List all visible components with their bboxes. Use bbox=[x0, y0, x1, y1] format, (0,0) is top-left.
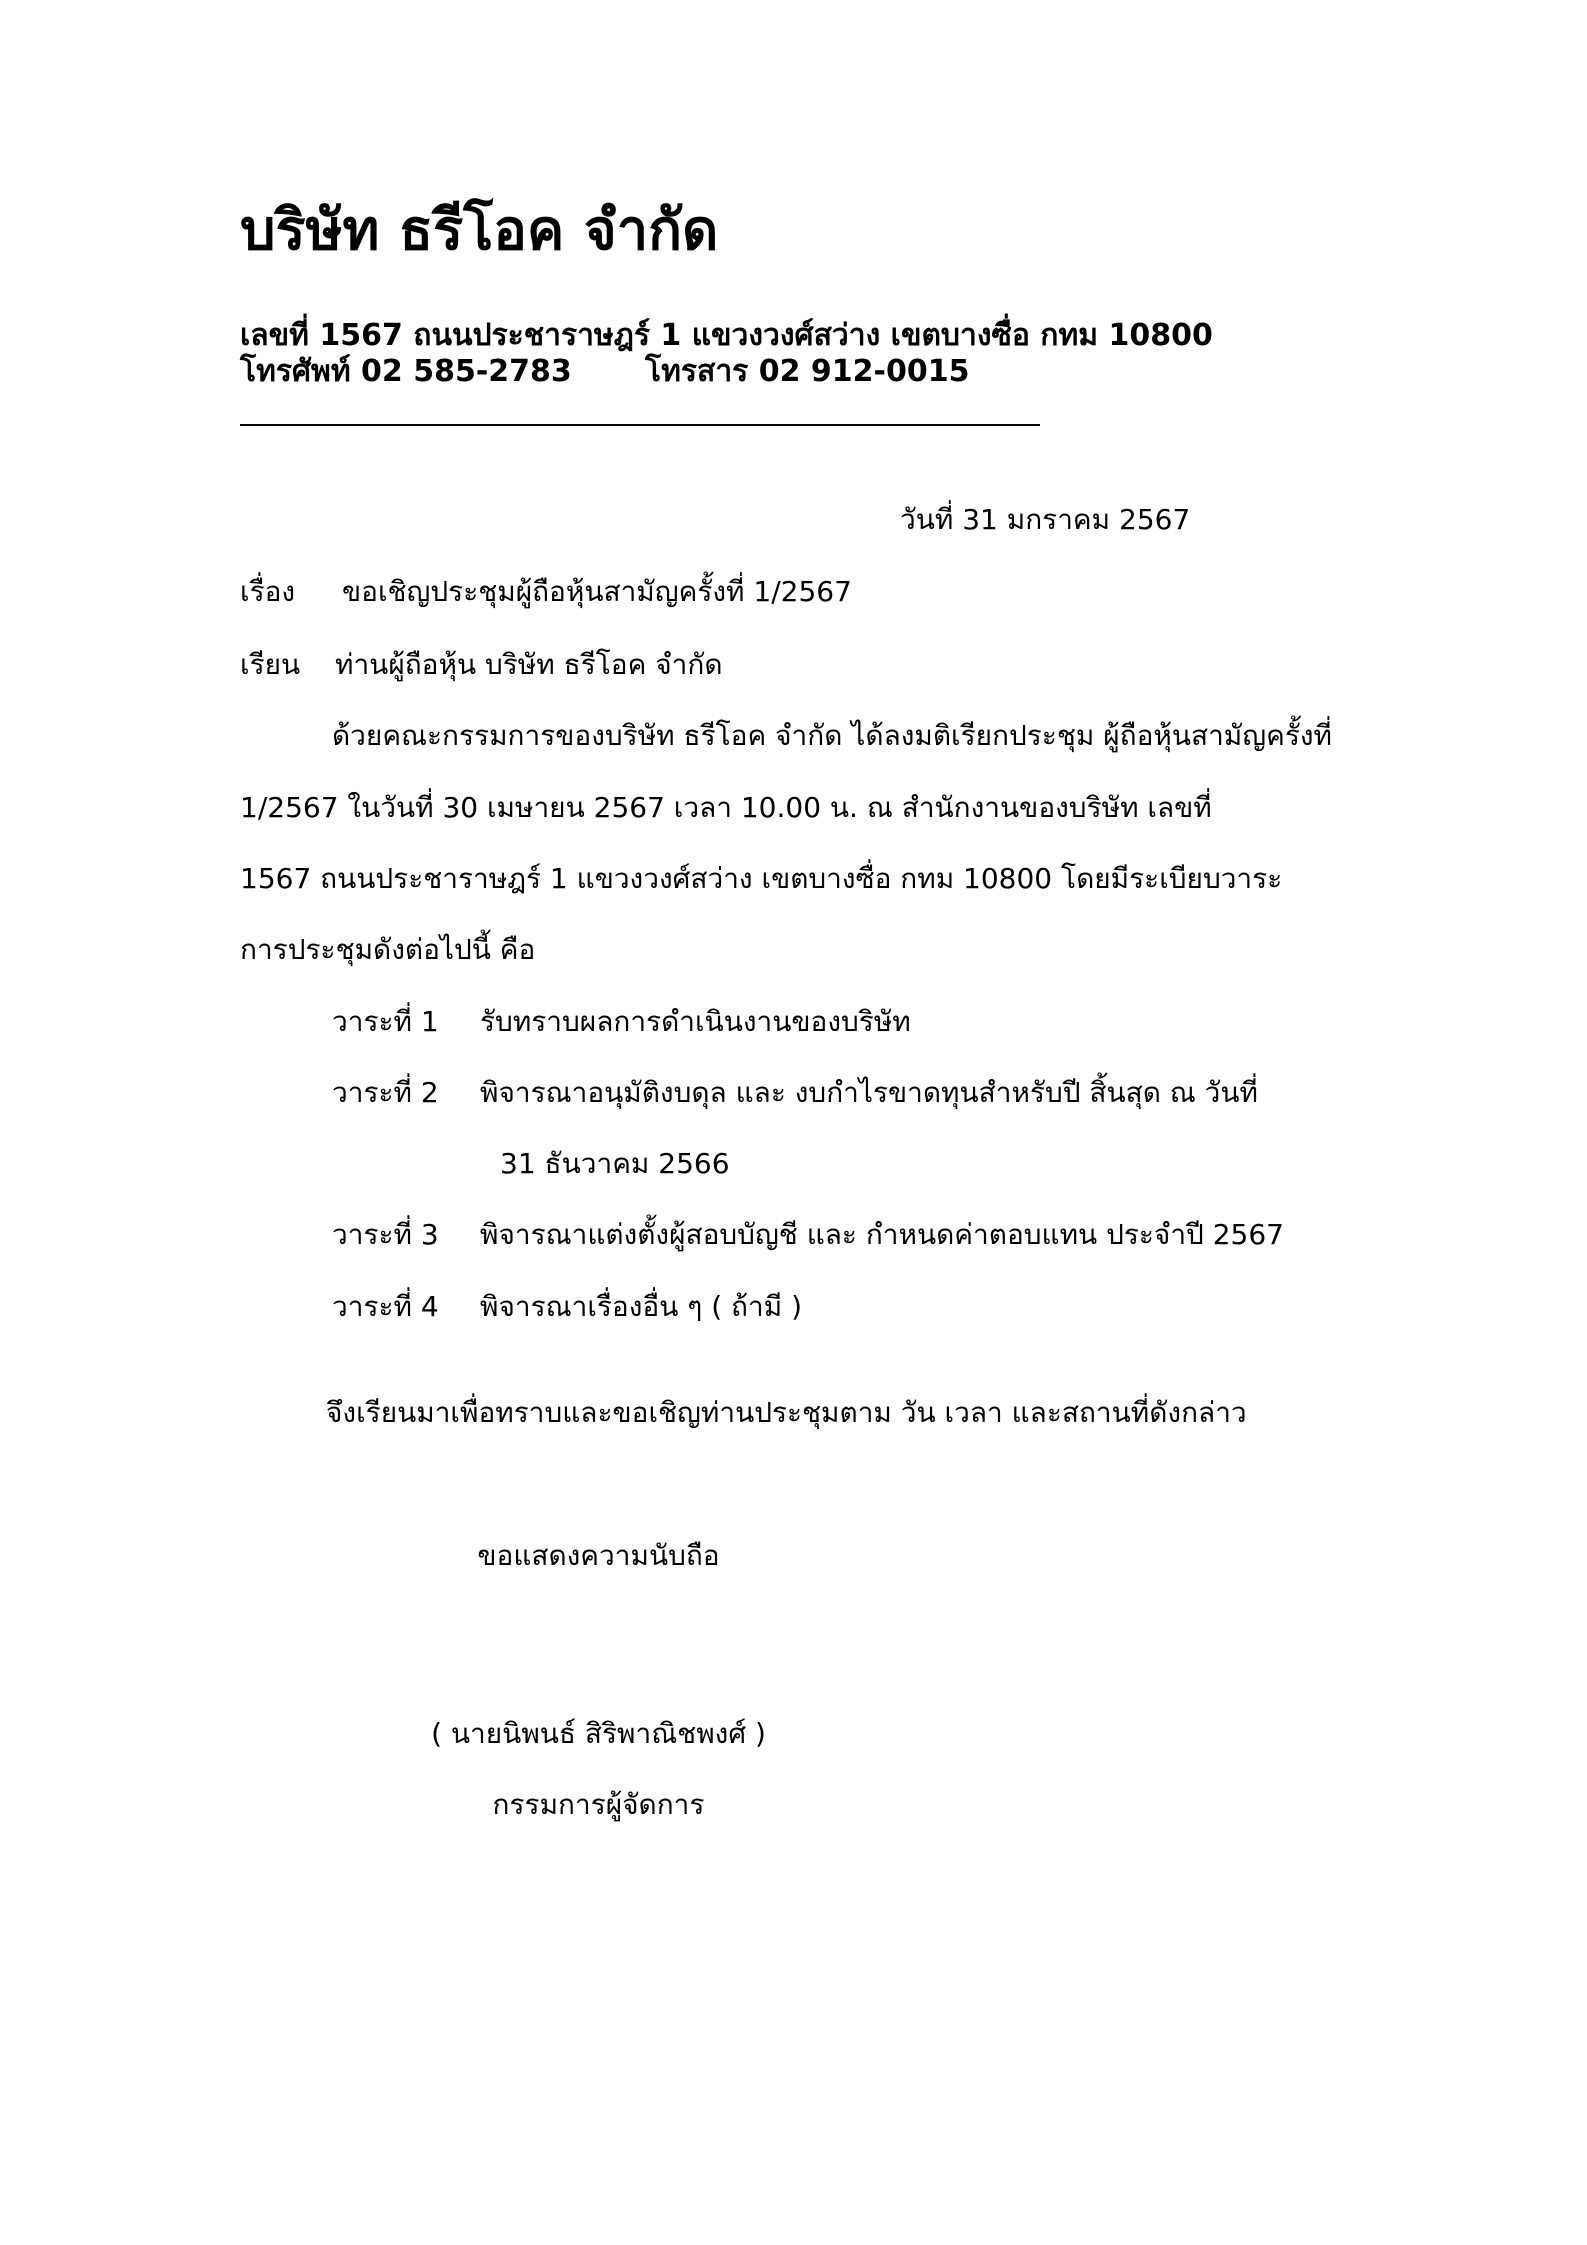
company-phone: โทรศัพท์ 02 585-2783 bbox=[240, 354, 572, 389]
recipient-text: ท่านผู้ถือหุ้น บริษัท ธรีโอค จำกัด bbox=[335, 648, 723, 681]
company-name: บริษัท ธรีโอค จำกัด bbox=[240, 198, 719, 263]
body-line: 1/2567 ในวันที่ 30 เมษายน 2567 เวลา 10.00 น. ณ สำนักงานของบริษัท เลขที่ bbox=[240, 791, 1212, 824]
agenda-label: วาระที่ 1 bbox=[332, 1005, 439, 1038]
closing-sentence: จึงเรียนมาเพื่อทราบและขอเชิญท่านประชุมตาม วัน เวลา และสถานที่ดังกล่าว bbox=[326, 1396, 1247, 1429]
agenda-text: พิจารณาอนุมัติงบดุล และ งบกำไรขาดทุนสำหรับปี สิ้นสุด ณ วันที่ bbox=[480, 1076, 1258, 1109]
letter-date: วันที่ 31 มกราคม 2567 bbox=[900, 503, 1191, 536]
agenda-continuation: 31 ธันวาคม 2566 bbox=[500, 1147, 730, 1180]
agenda-label: วาระที่ 3 bbox=[332, 1218, 439, 1251]
agenda-text: รับทราบผลการดำเนินงานของบริษัท bbox=[480, 1005, 911, 1038]
agenda-text: พิจารณาแต่งตั้งผู้สอบบัญชี และ กำหนดค่าตอบแทน ประจำปี 2567 bbox=[480, 1218, 1284, 1251]
body-line: 1567 ถนนประชาราษฎร์ 1 แขวงวงศ์สว่าง เขตบางซื่อ กทม 10800 โดยมีระเบียบวาระ bbox=[240, 862, 1283, 895]
agenda-text: พิจารณาเรื่องอื่น ๆ ( ถ้ามี ) bbox=[480, 1290, 802, 1323]
regards: ขอแสดงความนับถือ bbox=[477, 1539, 720, 1572]
agenda-label: วาระที่ 2 bbox=[332, 1076, 439, 1109]
subject-text: ขอเชิญประชุมผู้ถือหุ้นสามัญครั้งที่ 1/2567 bbox=[342, 575, 852, 608]
subject-label: เรื่อง bbox=[240, 575, 296, 608]
signer-name: ( นายนิพนธ์ สิริพาณิชพงศ์ ) bbox=[431, 1717, 766, 1750]
body-line: การประชุมดังต่อไปนี้ คือ bbox=[240, 933, 536, 966]
body-line: ด้วยคณะกรรมการของบริษัท ธรีโอค จำกัด ได้ลงมติเรียกประชุม ผู้ถือหุ้นสามัญครั้งที่ bbox=[332, 719, 1333, 752]
signer-position: กรรมการผู้จัดการ bbox=[492, 1788, 705, 1821]
company-address: เลขที่ 1567 ถนนประชาราษฎร์ 1 แขวงวงศ์สว่าง เขตบางซื่อ กทม 10800 bbox=[240, 318, 1213, 353]
letterhead-divider bbox=[240, 424, 1040, 426]
recipient-label: เรียน bbox=[240, 648, 301, 681]
agenda-label: วาระที่ 4 bbox=[332, 1290, 439, 1323]
company-fax: โทรสาร 02 912-0015 bbox=[645, 354, 970, 389]
company-contact bbox=[240, 354, 970, 390]
